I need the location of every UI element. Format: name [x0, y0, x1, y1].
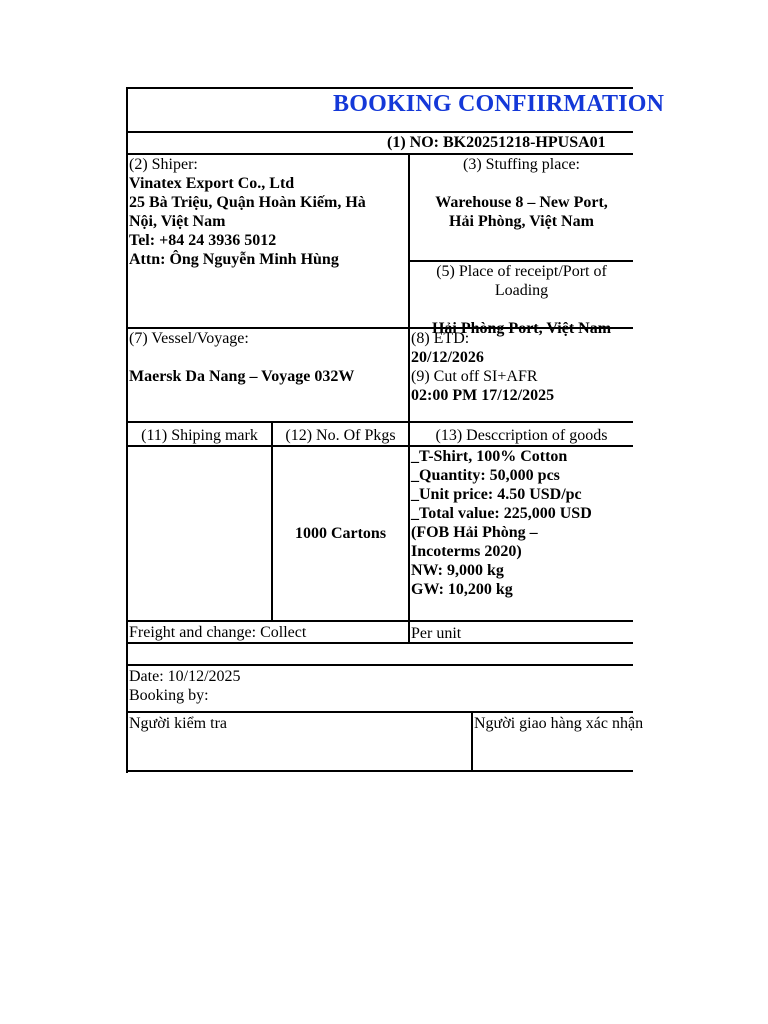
description-line: _T-Shirt, 100% Cotton	[411, 448, 568, 465]
etd-label: (8) ETD:	[411, 330, 470, 347]
shipper-attention: Attn: Ông Nguyễn Minh Hùng	[129, 251, 339, 268]
cutoff-value: 02:00 PM 17/12/2025	[411, 387, 555, 404]
freight-terms: Freight and change: Collect	[129, 624, 307, 641]
vessel-cell	[129, 329, 407, 421]
divider-vessel	[126, 421, 633, 423]
description-cell	[411, 447, 633, 620]
stuffing-place-cell	[410, 155, 633, 260]
divider-shipping-mark	[271, 421, 273, 621]
header-shipping-mark: (11) Shiping mark	[141, 427, 258, 444]
shipper-phone: Tel: +84 24 3936 5012	[129, 232, 277, 249]
shipper-cell	[129, 155, 407, 268]
no-of-pkgs-value: 1000 Cartons	[294, 525, 387, 542]
divider-signatures	[471, 711, 473, 772]
booking-date: Date: 10/12/2025	[129, 668, 241, 685]
deliverer-signature-label: Người giao hàng xác nhận	[474, 715, 644, 732]
divider-date	[126, 711, 633, 713]
cutoff-label: (9) Cut off SI+AFR	[411, 368, 538, 385]
border-bottom	[126, 770, 633, 772]
port-of-loading-value: Hải Phòng Port, Việt Nam	[431, 320, 612, 337]
stuffing-place-line-1: Warehouse 8 – New Port,	[435, 194, 608, 211]
stuffing-place-line-2: Hải Phòng, Việt Nam	[449, 213, 594, 230]
booking-by: Booking by:	[129, 687, 209, 704]
description-line: NW: 9,000 kg	[411, 562, 504, 579]
border-top	[126, 87, 633, 89]
header-description: (13) Desccription of goods	[435, 427, 608, 444]
description-line: Incoterms 2020)	[411, 543, 522, 560]
date-cell	[129, 667, 529, 711]
document-title: BOOKING CONFIIRMATION	[333, 91, 665, 117]
header-no-of-pkgs: (12) No. Of Pkgs	[285, 427, 396, 444]
shipper-label: (2) Shiper:	[129, 156, 198, 173]
divider-table-body	[126, 620, 633, 622]
booking-confirmation-sheet	[126, 87, 665, 773]
etd-cell	[411, 329, 633, 421]
divider-empty-row	[126, 664, 633, 666]
description-line: _Unit price: 4.50 USD/pc	[411, 486, 582, 503]
inspector-signature-label: Người kiểm tra	[129, 715, 227, 732]
description-line: (FOB Hải Phòng –	[411, 524, 538, 541]
etd-value: 20/12/2026	[411, 349, 484, 366]
port-label-line-2: Loading	[494, 282, 549, 299]
port-of-loading-cell	[410, 262, 633, 337]
description-line: _Total value: 225,000 USD	[411, 505, 592, 522]
vessel-label: (7) Vessel/Voyage:	[129, 330, 249, 347]
stuffing-place-label: (3) Stuffing place:	[462, 156, 580, 173]
booking-number: (1) NO: BK20251218-HPUSA01	[387, 134, 606, 151]
shipper-company: Vinatex Export Co., Ltd	[129, 175, 295, 192]
shipper-address-line-1: 25 Bà Triệu, Quận Hoàn Kiếm, Hà	[129, 194, 366, 211]
description-line: _Quantity: 50,000 pcs	[411, 467, 560, 484]
per-unit: Per unit	[411, 625, 462, 642]
description-line: GW: 10,200 kg	[411, 581, 513, 598]
shipper-address-line-2: Nội, Việt Nam	[129, 213, 226, 230]
vessel-value: Maersk Da Nang – Voyage 032W	[129, 368, 355, 385]
port-label-line-1: (5) Place of receipt/Port of	[436, 263, 607, 280]
